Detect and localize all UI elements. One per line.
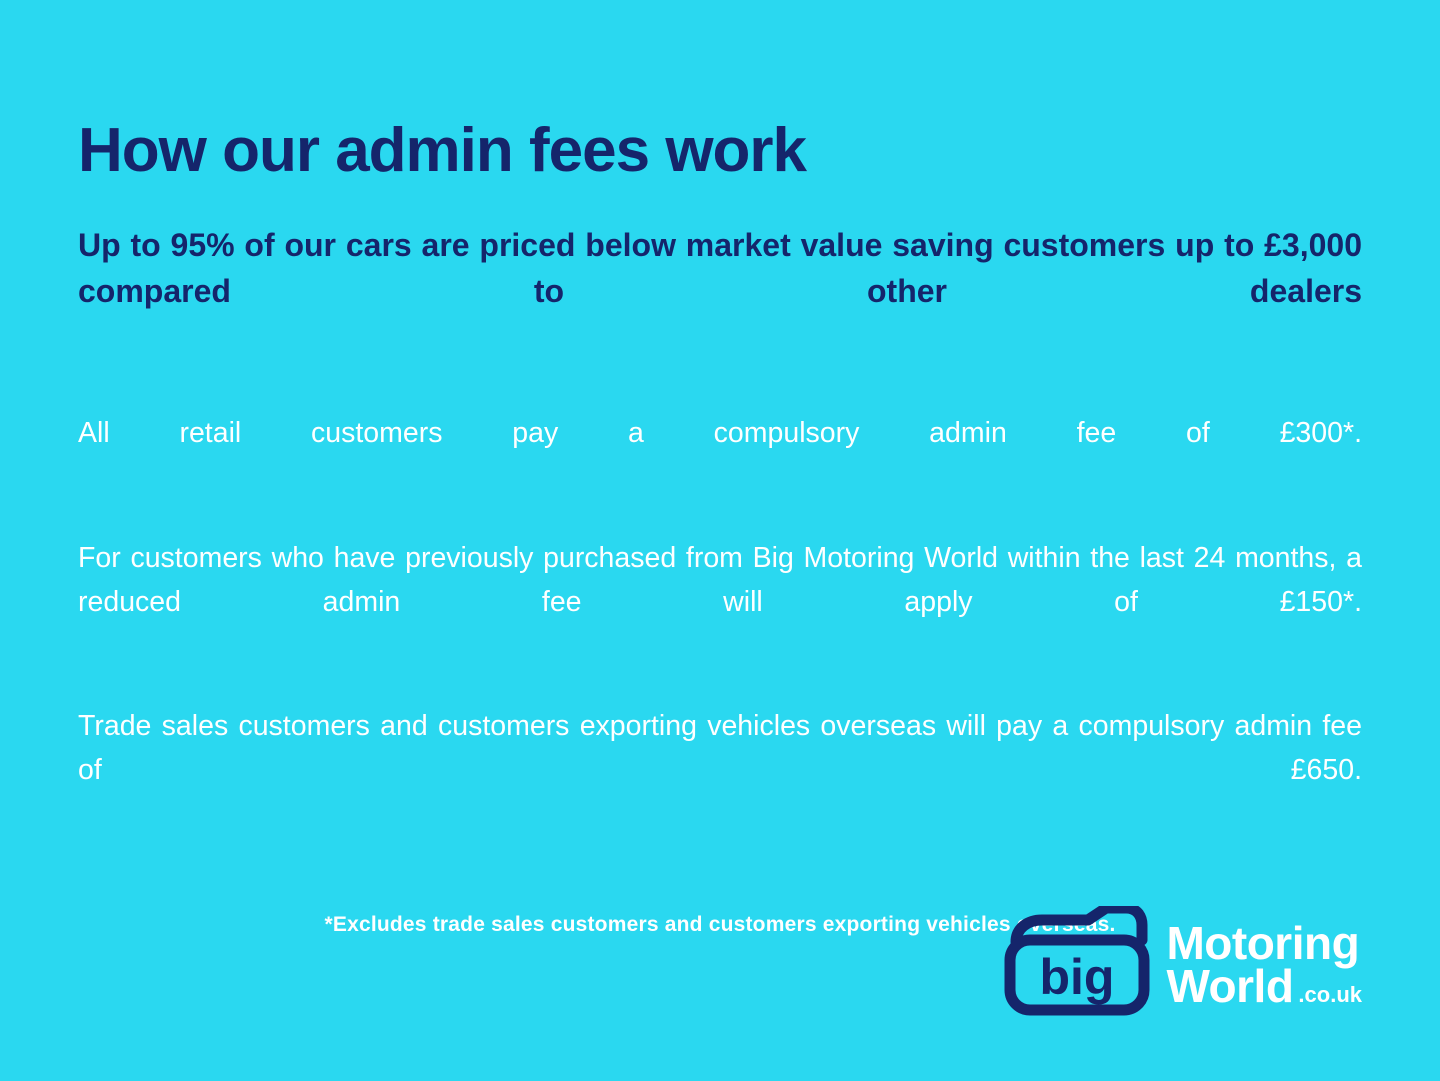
footnote-text: *Excludes trade sales customers and customers exporting vehicles overseas. [324,912,1116,936]
logo-tld: .co.uk [1298,981,1362,1007]
subheading-text: Up to 95% of our cars are priced below market value saving customers up to £3,000 compared to other dealers [78,227,1362,309]
brand-logo [1002,906,1362,1023]
spacer [78,668,1362,704]
page-title: How our admin fees work [78,116,807,185]
logo-wordmark [1166,917,1362,1012]
spacer [78,500,1362,536]
paragraph-retail-fee: All retail customers pay a compulsory admin fee of £300*. [78,417,1362,450]
paragraph-returning-customer-fee: For customers who have previously purchased from Big Motoring World within the last 24 months, a reduced admin fee will apply of £150*. [78,541,1362,618]
spacer [78,359,1362,411]
svg-text:big: big [1039,949,1115,1005]
logo-line-motoring: Motoring [1166,917,1360,970]
big-car-icon [1002,906,1152,1023]
paragraph-trade-export-fee: Trade sales customers and customers exporting vehicles overseas will pay a compulsory admin fee of £650. [78,710,1362,787]
logo-line-world-row [1166,959,1362,1012]
logo-line-world: World [1166,959,1294,1012]
